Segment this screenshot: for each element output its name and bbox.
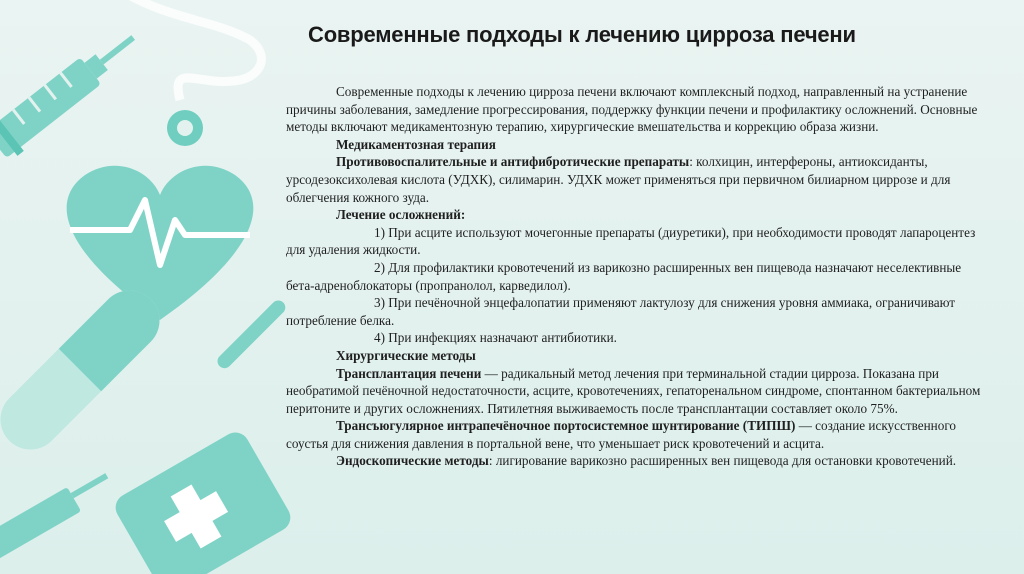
transplant-paragraph [286,365,986,418]
antifibrotic-text: : колхицин, интерфероны, антиоксиданты, урсодезоксихолевая кислота (УДХК), силимарин. УДХК может применяться при первичном билиарном циррозе и для облегчения кожного зуда. [286,154,951,205]
drug-therapy-heading: Медикаментозная терапия [336,136,496,152]
heart-pulse-icon [67,166,254,320]
antifibrotic-paragraph [286,153,986,206]
medical-kit-icon [111,427,296,574]
content-body [286,83,986,470]
endoscopy-paragraph [286,452,986,470]
surgery-heading: Хирургические методы [336,347,476,363]
tips-label: Трансъюгулярное интрапечёночное портосистемное шунтирование (ТИПШ) [336,418,796,434]
tips-text: — создание искусственного соустья для снижения давления в портальной вене, что уменьшает риск кровотечений и асцита. [286,418,956,451]
transplant-label: Трансплантация печени [336,365,482,381]
endoscopy-label: Эндоскопические методы [336,453,489,469]
page-title: Современные подходы к лечению цирроза печени [308,22,856,47]
stethoscope-icon [120,0,261,100]
complications-heading: Лечение осложнений: [336,207,466,223]
list-item: 2) Для профилактики кровотечений из варикозно расширенных вен пищевода назначают неселективные бета-адреноблокаторы (пропранолол, карведилол). [286,259,962,293]
syringe-icon [0,467,116,561]
antifibrotic-label: Противовоспалительные и антифибротические препараты [336,154,690,170]
list-item: 3) При печёночной энцефалопатии применяют лактулозу для снижения уровня аммиака, ограничивают потребление белка. [286,295,956,328]
pill-capsule-icon [0,278,172,462]
list-item: 4) При инфекциях назначают антибиотики. [374,330,617,346]
tips-paragraph [286,417,986,452]
list-item: 1) При асците используют мочегонные препараты (диуретики), при необходимости проводят лапароцентез для удаления жидкости. [286,224,976,258]
intro-paragraph: Современные подходы к лечению цирроза печени включают комплексный подход, направленный на устранение причины заболевания, замедление прогрессирования, поддержку функции печени и профилактику осложнений. Основные методы включают медикаментозную терапию, хирургические вмешательства и коррекцию образа жизни. [286,84,978,135]
syringe-icon [0,20,147,162]
medical-decoration [0,0,300,574]
transplant-text: — радикальный метод лечения при терминальной стадии цирроза. Показана при необратимой печёночной недостаточности, асците, кровотечениях, гепаторенальном синдроме, спонтанном бактериальном перитоните и других осложнениях. Пятилетняя выживаемость после трансплантации составляет около 75%. [286,365,981,416]
endoscopy-text: : лигирование варикозно расширенных вен пищевода для остановки кровотечений. [488,453,957,469]
